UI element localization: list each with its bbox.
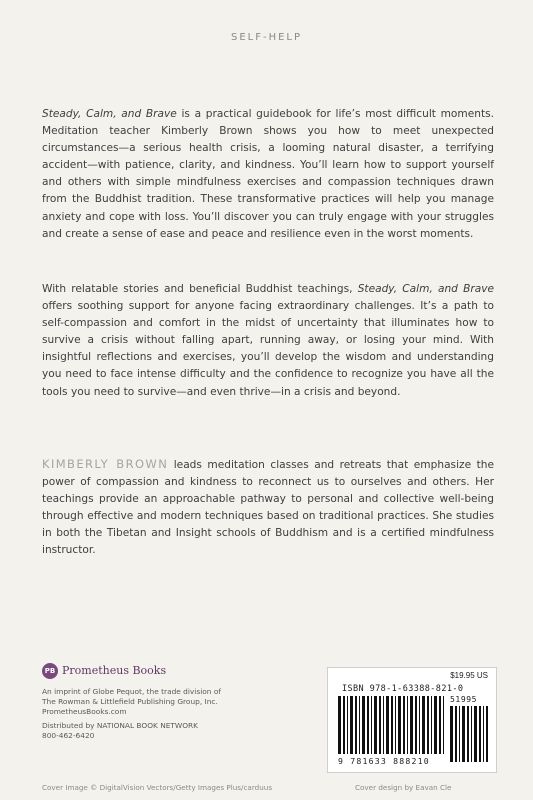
cover-design-credit: Cover design by Eavan Cle bbox=[355, 783, 452, 792]
price-label: $19.95 US bbox=[450, 671, 488, 680]
ean-digits: 9 781633 888210 bbox=[338, 756, 430, 766]
addon-code: 51995 bbox=[450, 695, 478, 704]
imprint-line-2: The Rowman & Littlefield Publishing Group, Inc. bbox=[42, 697, 218, 707]
book-title-italic-2: Steady, Calm, and Brave bbox=[357, 283, 494, 295]
description-text-2a: With relatable stories and beneficial Buddhist teachings, bbox=[42, 283, 358, 295]
addon-barcode-icon bbox=[450, 706, 488, 762]
author-bio bbox=[42, 456, 494, 560]
publisher-name: Prometheus Books bbox=[62, 663, 167, 677]
ean-barcode-icon bbox=[338, 696, 446, 754]
author-name: KIMBERLY BROWN bbox=[42, 457, 169, 471]
barcode-box bbox=[327, 667, 497, 773]
publisher-block bbox=[42, 663, 302, 741]
book-title-italic: Steady, Calm, and Brave bbox=[42, 108, 177, 120]
distributor-line: Distributed by NATIONAL BOOK NETWORK bbox=[42, 720, 199, 730]
imprint-line-1: An imprint of Globe Pequot, the trade division of bbox=[42, 687, 221, 696]
cover-image-credit: Cover Image © DigitalVision Vectors/Getty Images Plus/carduus bbox=[42, 783, 273, 792]
isbn-label: ISBN 978-1-63388-821-0 bbox=[342, 684, 464, 694]
publisher-logo-icon: PB bbox=[42, 663, 58, 679]
description-paragraph-2 bbox=[42, 281, 494, 401]
publisher-logo bbox=[42, 663, 302, 679]
description-text-1: is a practical guidebook for life’s most difficult moments. Meditation teacher Kimberly Brown shows you how to meet unexpected circumstances—a serious health crisis, a looming natural disaster, a terrifying accident—with patience, clarity, and kindness. You’ll learn how to support yourself and others with simple mindfulness exercises and compassion techniques drawn from the Buddhist tradition. These transformative practices will help you manage anxiety and cope with loss. You’ll discover you can truly engage with your struggles and create a sense of ease and peace and resilience even in the worst moments. bbox=[42, 108, 494, 240]
publisher-phone: 800-462-6420 bbox=[42, 730, 95, 740]
description-text-2b: offers soothing support for anyone facing extraordinary challenges. It’s a path to self-compassion and comfort in the midst of uncertainty that illuminates how to survive a crisis without falling apart, running away, or losing your mind. With insightful reflections and exercises, you’ll develop the wisdom and understanding you need to face intense difficulty and the confidence to recognize you have all the tools you need to survive—and even thrive—in a crisis and beyond. bbox=[42, 300, 494, 398]
author-bio-text: leads meditation classes and retreats that emphasize the power of compassion and kindness to reconnect us to ourselves and others. Her teachings provide an approachable pathway to personal and collective well-being through effective and modern techniques based on traditional practices. She studies in both the Tibetan and Insight schools of Buddhism and is a certified mindfulness instructor. bbox=[42, 459, 494, 557]
description-paragraph-1 bbox=[42, 106, 494, 243]
publisher-website: PrometheusBooks.com bbox=[42, 707, 127, 717]
category-label: SELF-HELP bbox=[230, 32, 303, 43]
